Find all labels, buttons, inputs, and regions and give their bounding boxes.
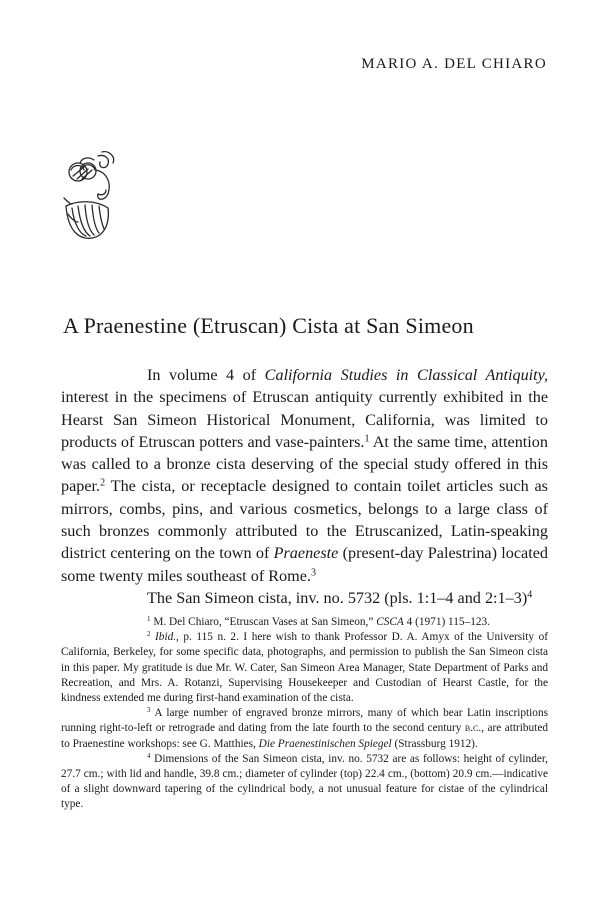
footnote-ref: 1 xyxy=(364,433,370,445)
decorative-shell-ornament-icon xyxy=(58,150,120,242)
paragraph: In volume 4 of California Studies in Classical Antiquity, interest in the specimens of Etruscan antiquity currently exhibited in the Hearst San Simeon Historical Monument, California, was limited to products of Etruscan potters and vase-painters.$^1$ At the same time, attention was called to a bronze cista deserving of the special study offered in this paper.$^2$ The cista, or receptacle designed to contain toilet articles such as mirrors, combs, pins, and various cosmetics, belongs to a large class of such bronzes commonly attributed to the Etruscanized, Latin-speaking district centering on the town of Praeneste (present-day Palestrina) located some twenty miles southeast of Rome.$^3$ xyxy=(61,366,548,585)
footnote-number: 3 xyxy=(147,706,151,715)
era-abbrev: b.c. xyxy=(464,722,482,735)
footnote-ref: 4 xyxy=(527,589,533,601)
journal-abbrev: CSCA xyxy=(376,616,404,628)
place-name: Praeneste xyxy=(273,544,339,563)
article-body xyxy=(61,364,548,609)
footnote-1: $^1$ M. Del Chiaro, “Etruscan Vases at San Simeon,” CSCA 4 (1971) 115–123. xyxy=(147,615,490,628)
footnote-ref: 3 xyxy=(310,567,316,579)
journal-title: California Studies in Classical Antiquity, xyxy=(264,366,548,384)
footnote-3: $^3$ A large number of engraved bronze mirrors, many of which bear Latin inscriptions running right-to-left or retrograde and dating from the late fourth to the second century b.c., are attributed to Praenestine workshops: see G. Matthies, Die Praenestinischen Spiegel (Strassburg 1912). xyxy=(61,706,548,750)
footnote-number: 2 xyxy=(147,630,151,639)
footnotes xyxy=(61,615,548,813)
footnote-2: $^2$ Ibid., p. 115 n. 2. I here wish to thank Professor D. A. Amyx of the University of California, Berkeley, for some specific data, photographs, and permission to publish the San Simeon cista in this paper. My gratitude is due Mr. W. Cater, San Simeon Area Manager, State Department of Parks and Recreation, and Mrs. A. Rotanzi, Supervising Housekeeper and Custodian of Hearst Castle, for the kindness extended me during first-hand examination of the cista. xyxy=(61,630,548,705)
ibid: Ibid., xyxy=(155,631,179,644)
article-title: A Praenestine (Etruscan) Cista at San Simeon xyxy=(63,313,474,338)
book-title: Die Praenestinischen Spiegel xyxy=(258,737,392,750)
footnote-ref: 2 xyxy=(100,477,106,489)
footnote-number: 4 xyxy=(147,751,151,760)
running-header-author: MARIO A. DEL CHIARO xyxy=(361,56,547,72)
footnote-number: 1 xyxy=(147,615,151,624)
footnote-4: $^4$ Dimensions of the San Simeon cista, inv. no. 5732 are as follows: height of cylinder, 27.7 cm.; with lid and handle, 39.8 cm.; diameter of cylinder (top) 22.4 cm., (bottom) 20.9 cm.—indicative of a slight downward tapering of the cylindrical body, a not unusual feature for cistae of the cylindrical type. xyxy=(61,751,548,811)
paragraph: The San Simeon cista, inv. no. 5732 (pls. 1:1–4 and 2:1–3)$^4$ xyxy=(147,588,533,607)
